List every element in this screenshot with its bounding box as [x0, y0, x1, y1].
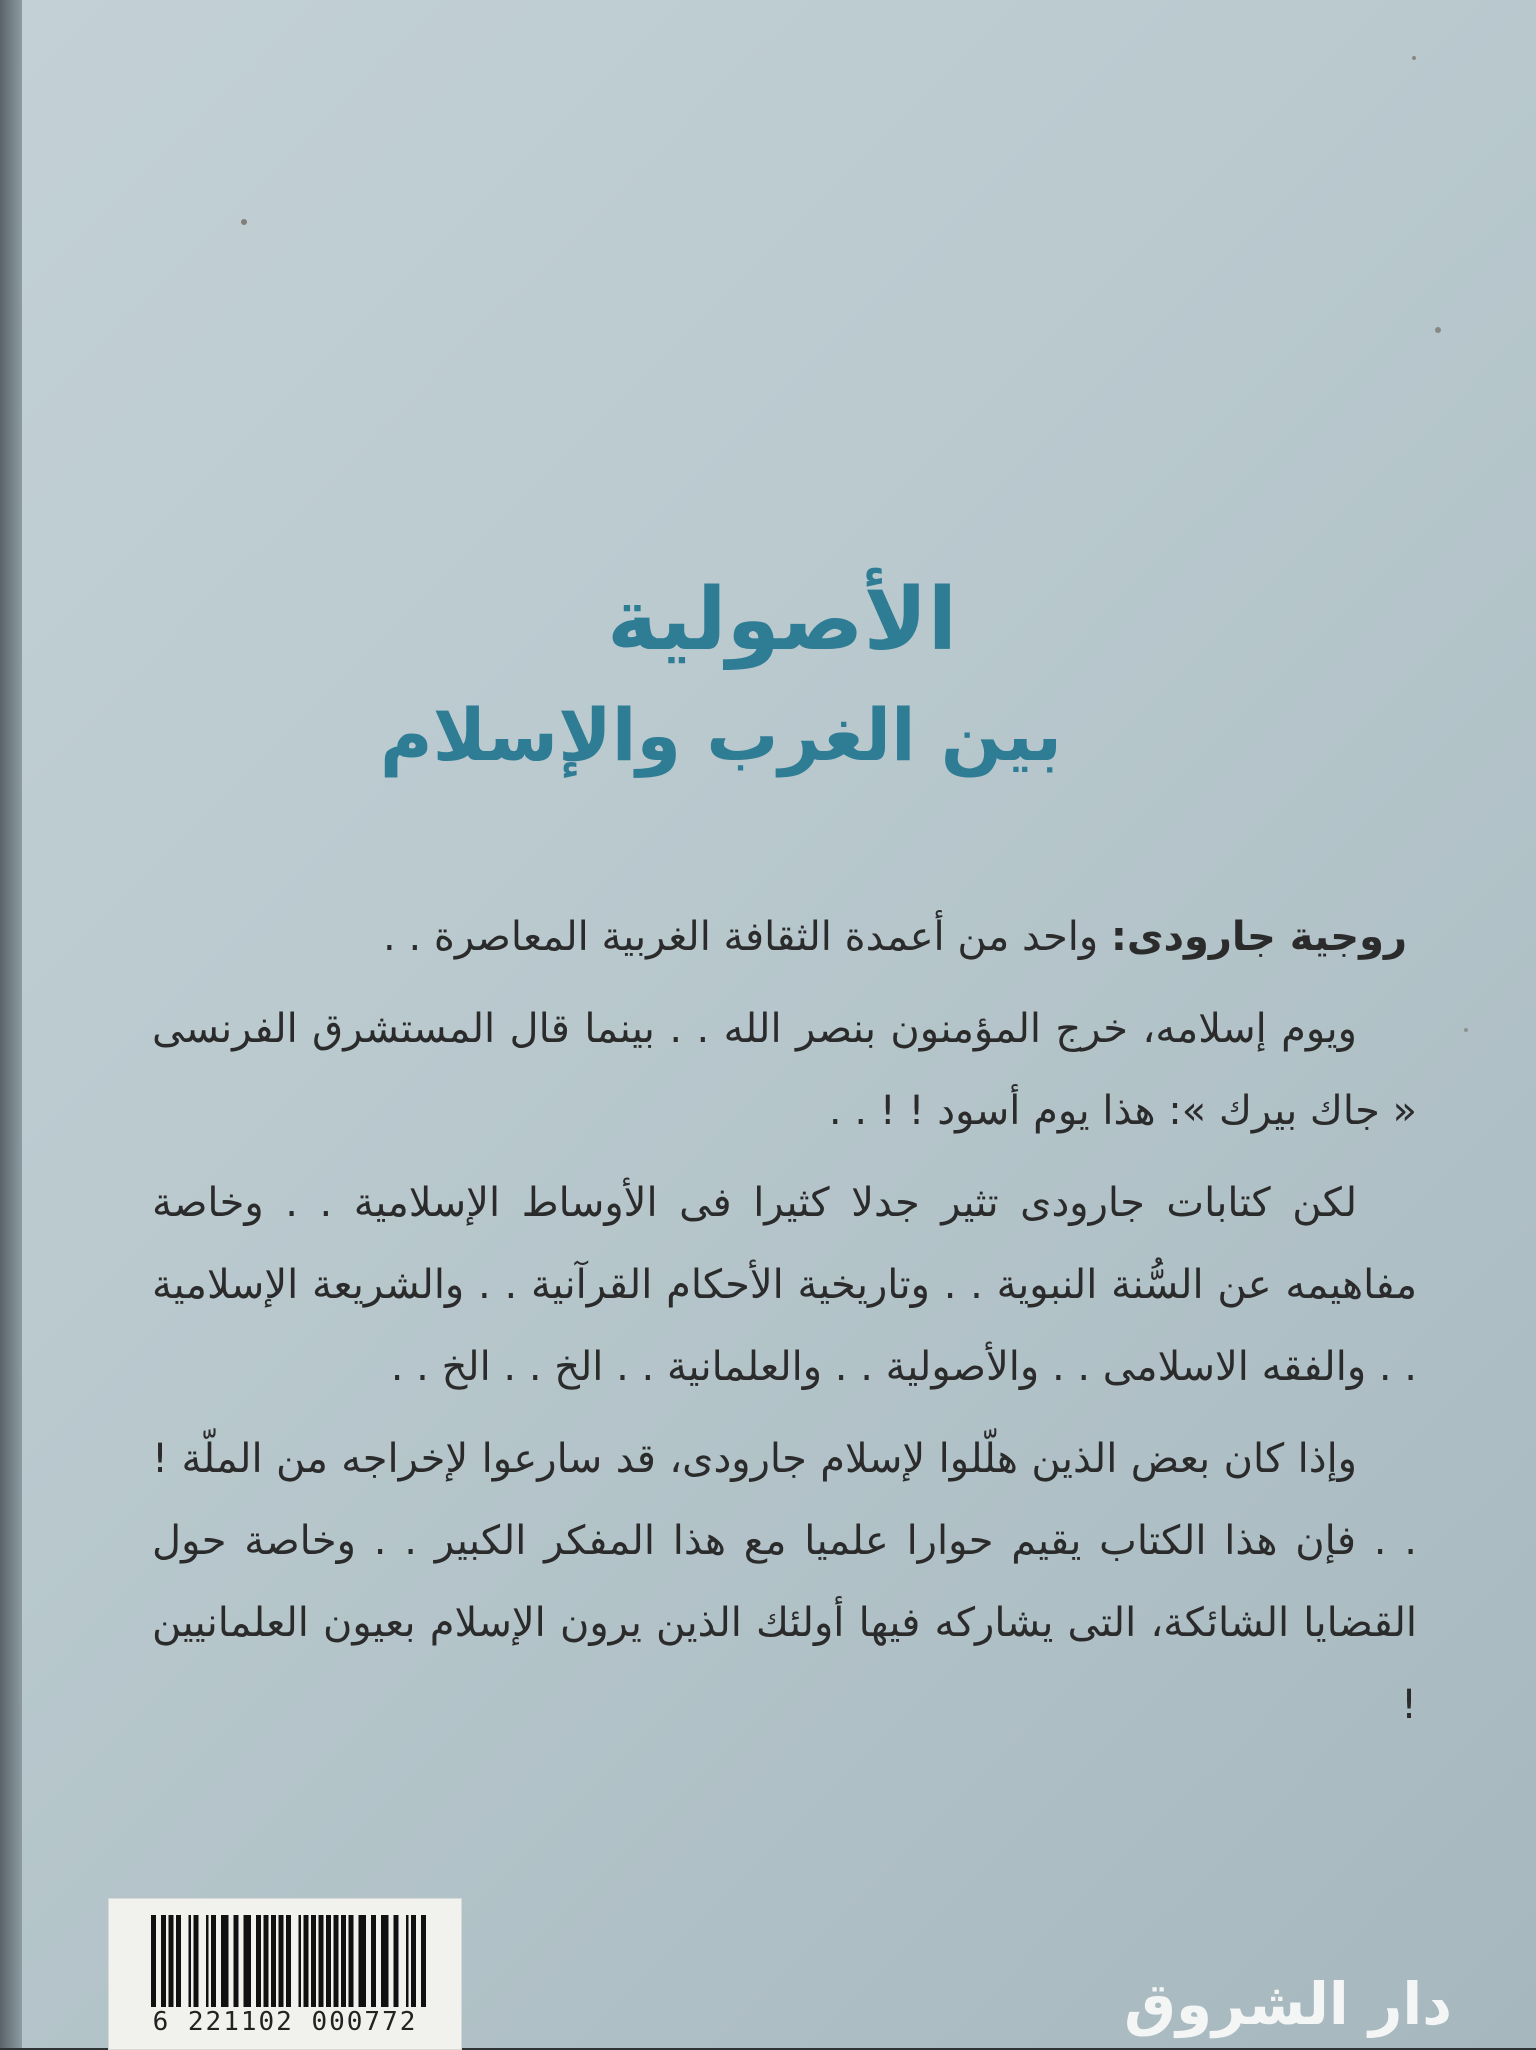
barcode-bar	[311, 1915, 316, 2007]
barcode-bar	[211, 1915, 216, 2007]
barcode-bar	[256, 1915, 261, 2007]
barcode-bar	[286, 1915, 291, 2007]
paragraph-3: وإذا كان بعض الذين هلّلوا لإسلام جارودى، قد سارعوا لإخراجه من الملّة ! . . فإن هذا الكتاب يقيم حوارا علميا مع هذا المفكر الكبير . . وخاصة حول القضايا الشائكة، التى يشاركه فيها أولئك الذين يرون الإسلام بعيون العلمانيين !	[152, 1436, 1417, 1728]
barcode-bar	[271, 1915, 276, 2007]
spine-edge	[0, 0, 22, 2048]
title-subtitle: بين الغرب والإسلام	[379, 693, 1062, 777]
book-title	[379, 560, 1062, 830]
intro-text: واحد من أعمدة الثقافة الغربية المعاصرة . .	[383, 914, 1111, 960]
barcode-bar	[371, 1915, 376, 2007]
barcode-label	[108, 1898, 462, 2050]
barcode-bar	[176, 1915, 181, 2007]
barcode-bar	[304, 1915, 309, 2007]
barcode-bar	[411, 1915, 416, 2007]
intro-paragraph	[152, 896, 1417, 978]
barcode-bar	[319, 1915, 324, 2007]
barcode-bar	[279, 1915, 284, 2007]
title-main: الأصولية	[606, 570, 958, 670]
barcode-bar	[406, 1915, 409, 2007]
barcode-bar	[326, 1915, 331, 2007]
barcode-bar	[421, 1915, 426, 2007]
author-name: روجية جارودى:	[1110, 914, 1407, 960]
barcode-bar	[194, 1915, 199, 2007]
barcode-bar	[151, 1915, 156, 2007]
barcode-bar	[381, 1915, 389, 2007]
paragraph-2: لكن كتابات جارودى تثير جدلا كثيرا فى الأوساط الإسلامية . . وخاصة مفاهيمه عن السُّنة النبوية . . وتاريخية الأحكام القرآنية . . والشريعة الإسلامية . . والفقه الاسلامى . . والأصولية . . والعلمانية . . الخ . . الخ . .	[152, 1180, 1417, 1390]
barcode-bar	[221, 1915, 229, 2007]
barcode-bar	[341, 1915, 346, 2007]
book-back-cover	[22, 0, 1536, 2048]
barcode-bar	[169, 1915, 174, 2007]
barcode-bar	[189, 1915, 192, 2007]
paragraph-1: ويوم إسلامه، خرج المؤمنون بنصر الله . . بينما قال المستشرق الفرنسى « جاك بيرك »: هذا يوم أسود ! ! . .	[152, 1006, 1417, 1134]
barcode-bars	[151, 1915, 431, 2007]
barcode-bar	[234, 1915, 239, 2007]
barcode-bar	[299, 1915, 302, 2007]
publisher-logo: دار الشروق	[1124, 1970, 1452, 2038]
barcode-bar	[264, 1915, 269, 2007]
blurb-text	[152, 896, 1417, 1756]
barcode-bar	[161, 1915, 166, 2007]
barcode-bar	[394, 1915, 399, 2007]
barcode-bar	[359, 1915, 367, 2007]
barcode-bar	[244, 1915, 252, 2007]
barcode-number: 6 221102 000772	[152, 2007, 418, 2037]
barcode-bar	[349, 1915, 354, 2007]
barcode-bar	[334, 1915, 339, 2007]
barcode-bar	[206, 1915, 209, 2007]
